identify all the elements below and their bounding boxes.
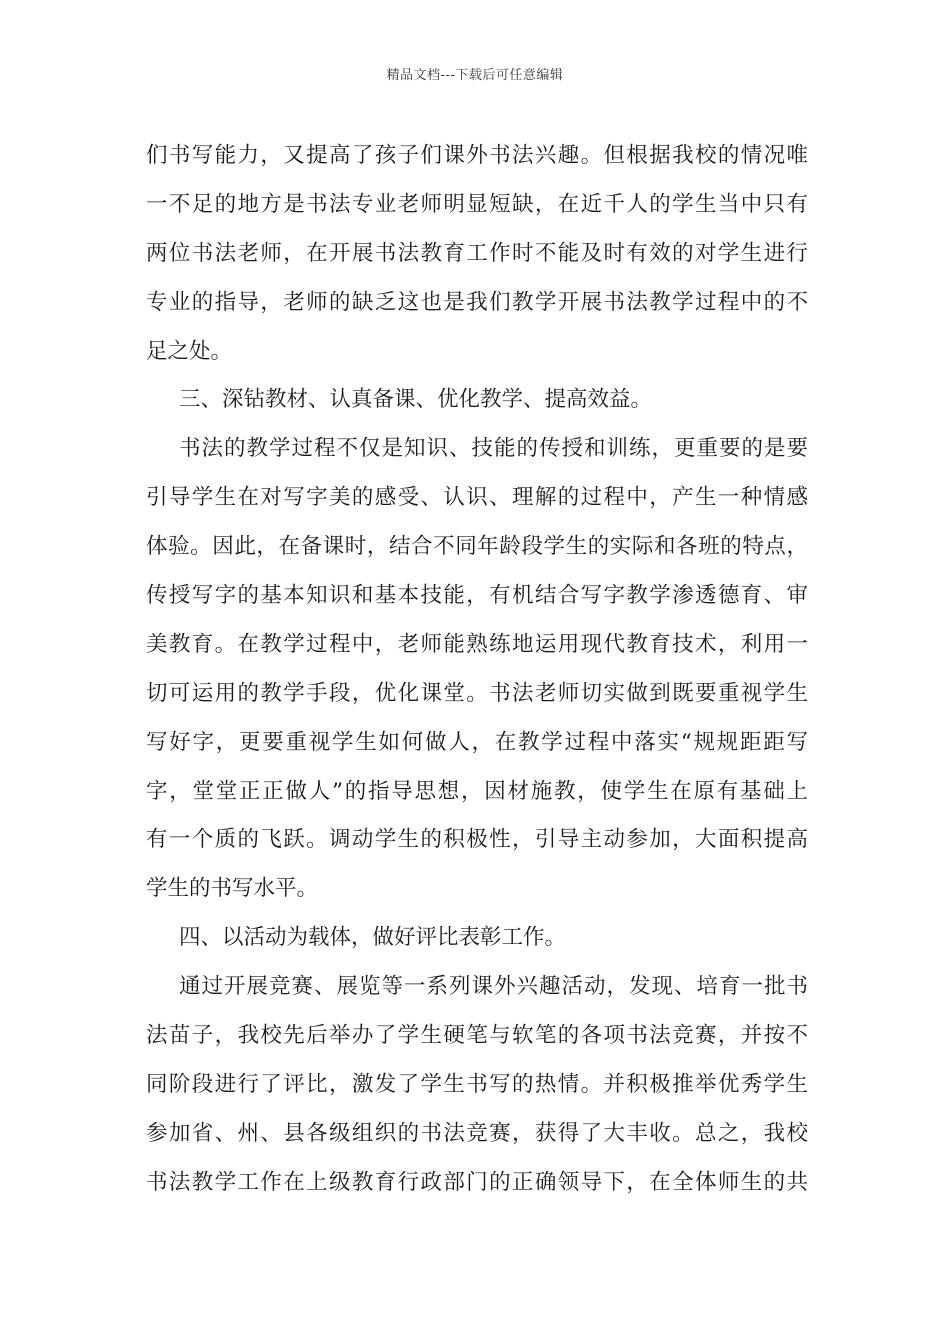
text-line: 一不足的地方是书法专业老师明显短缺，在近千人的学生当中只有 — [146, 191, 808, 217]
page-header: 精品文档---下载后可任意编辑 — [386, 68, 564, 83]
text-line: 专业的指导，老师的缺乏这也是我们教学开展书法教学过程中的不 — [146, 289, 808, 315]
text-line: 写好字，更要重视学生如何做人，在教学过程中落实“规规距距写 — [146, 729, 808, 755]
text-line: 参加省、州、县各级组织的书法竞赛，获得了大丰收。总之，我校 — [146, 1120, 808, 1146]
text-line: 传授写字的基本知识和基本技能，有机结合写字教学渗透德育、审 — [146, 583, 808, 609]
text-line: 字，堂堂正正做人”的指导思想，因材施教，使学生在原有基础上 — [146, 778, 808, 804]
text-line: 们书写能力，又提高了孩子们课外书法兴趣。但根据我校的情况唯 — [146, 143, 808, 168]
text-line: 切可运用的教学手段，优化课堂。书法老师切实做到既要重视学生 — [146, 680, 808, 706]
text-line: 书法教学工作在上级教育行政部门的正确领导下，在全体师生的共 — [146, 1169, 808, 1195]
text-line: 美教育。在教学过程中，老师能熟练地运用现代教育技术，利用一 — [146, 631, 808, 657]
text-line: 同阶段进行了评比，激发了学生书写的热情。并积极推举优秀学生 — [146, 1071, 808, 1097]
text-line: 有一个质的飞跃。调动学生的积极性，引导主动参加，大面积提高 — [146, 827, 808, 853]
text-line: 四、以活动为载体，做好评比表彰工作。 — [179, 925, 567, 951]
document-body — [146, 132, 808, 1208]
text-line: 通过开展竞赛、展览等一系列课外兴趣活动，发现、培育一批书 — [179, 974, 808, 1000]
text-line: 法苗子，我校先后举办了学生硬笔与软笔的各项书法竞赛，并按不 — [146, 1023, 808, 1049]
text-line: 足之处。 — [146, 338, 233, 364]
text-line: 三、深钻教材、认真备课、优化教学、提高效益。 — [179, 387, 653, 413]
text-line: 学生的书写水平。 — [146, 876, 319, 902]
text-line: 引导学生在对写字美的感受、认识、理解的过程中，产生一种情感 — [146, 485, 808, 511]
text-line: 两位书法老师，在开展书法教育工作时不能及时有效的对学生进行 — [146, 240, 808, 266]
text-line: 体验。因此，在备课时，结合不同年龄段学生的实际和各班的特点， — [146, 534, 808, 560]
text-line: 书法的教学过程不仅是知识、技能的传授和训练，更重要的是要 — [179, 436, 808, 462]
